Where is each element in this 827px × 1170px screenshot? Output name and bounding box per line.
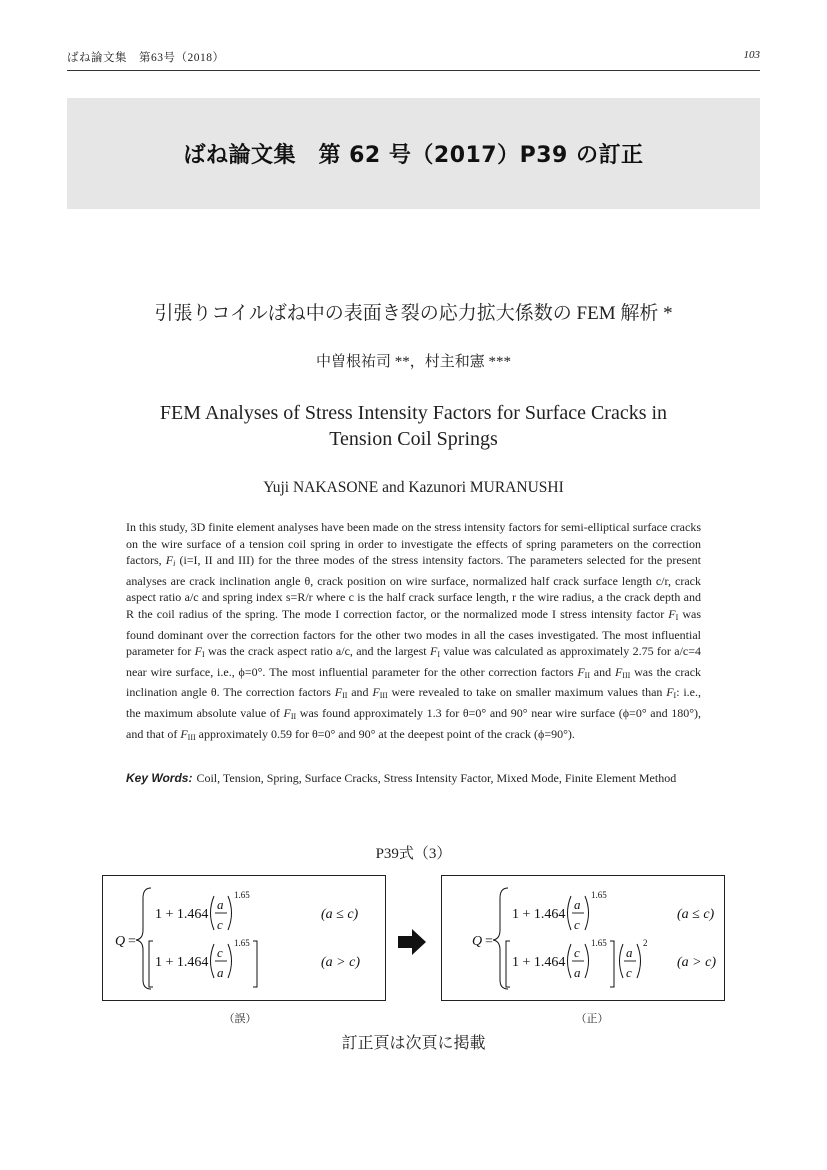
svg-text:c: c	[217, 917, 223, 932]
bracket-left	[149, 941, 153, 987]
eq-one-plus-2: 1 + 1.464	[155, 955, 209, 970]
paper-authors-jp: 中曽根祐司 **，村主和憲 ***	[315, 354, 511, 370]
svg-text:a: a	[217, 965, 224, 980]
paper-title-en	[0, 400, 827, 452]
paper-authors-en: Yuji NAKASONE and Kazunori MURANUSHI	[263, 479, 564, 496]
condition-2: (a > c)	[321, 955, 360, 970]
equation-box-wrong	[102, 875, 386, 1001]
label-wrong: （誤）	[223, 1013, 257, 1025]
eq-one-plus: 1 + 1.464	[155, 907, 209, 922]
svg-text:(a ≤ c): (a ≤ c)	[677, 907, 715, 922]
svg-text:Q: Q	[472, 934, 483, 949]
bracket-right	[253, 941, 257, 987]
running-header-journal: ばね論文集 第63号（2018）	[67, 52, 225, 64]
correction-banner	[67, 98, 760, 209]
keywords-label: Key Words:	[126, 771, 193, 785]
keywords	[126, 770, 701, 787]
svg-text:c: c	[574, 917, 580, 932]
svg-text:c: c	[217, 945, 223, 960]
paper-title-jp: 引張りコイルばね中の表面き裂の応力拡大係数の FEM 解析 *	[154, 303, 673, 324]
next-page-note: 訂正頁は次頁に掲載	[341, 1035, 486, 1052]
paren-right	[228, 896, 232, 930]
label-right: （正）	[575, 1013, 609, 1025]
svg-text:1 + 1.464: 1 + 1.464	[512, 907, 566, 922]
header-rule	[67, 70, 760, 71]
keywords-text: Coil, Tension, Spring, Surface Cracks, Stress Intensity Factor, Mixed Mode, Finite Element Method	[196, 771, 677, 785]
title-en-line2: Tension Coil Springs	[329, 428, 498, 450]
svg-text:1.65: 1.65	[591, 938, 607, 948]
svg-text:c: c	[626, 965, 632, 980]
svg-text:1 + 1.464: 1 + 1.464	[512, 955, 566, 970]
title-en-line1: FEM Analyses of Stress Intensity Factors for Surface Cracks in	[159, 402, 668, 424]
svg-text:a: a	[574, 897, 581, 912]
svg-text:1.65: 1.65	[591, 890, 607, 900]
svg-text:(a > c): (a > c)	[677, 955, 716, 970]
eq-equals: =	[128, 934, 136, 949]
svg-text:a: a	[626, 945, 633, 960]
abstract: In this study, 3D finite element analyses have been made on the stress intensity factors for semi-elliptical surface cracks on the wire surface of a tension coil spring in order to investigate the effects of spring parameters on the correction factors, $F_i$ (i=I, II and III) for the three modes of the stress intensity factors. The parameters selected for the present analyses are crack inclination angle θ, crack position on wire surface, normalized half crack surface length c/r, crack aspect ratio a/c and spring index s=R/r where c is the half crack surface length, r the wire radius, a the crack depth and R the coil radius of the spring. The mode I correction factor, or the normalized mode I stress intensity factor $F_I$ was found dominant over the correction factors for the other two modes in all the cases investigated. The most influential parameter for $F_I$ was the crack aspect ratio a/c, and the largest $F_I$ value was calculated as approximately 2.75 for a/c=4 near wire surface, i.e., ϕ=0°. The most influential parameter for the other correction factors $F_{II}$ and $F_{III}$ was the crack inclination angle θ. The correction factors $F_{II}$ and $F_{III}$ were revealed to take on smaller maximum values than $F_I$: i.e., the maximum absolute value of $F_{II}$ was found approximately 1.3 for θ=0° and 90° near wire surface (ϕ=0° and 180°), and that of $F_{III}$ approximately 0.59 for θ=0° and 90° at the deepest point of the crack (ϕ=90°).	[126, 520, 702, 742]
page-number: 103	[743, 49, 760, 61]
eq-q: Q	[115, 934, 126, 949]
paren-left	[211, 896, 215, 930]
condition-1: (a ≤ c)	[321, 907, 359, 922]
svg-text:a: a	[217, 897, 224, 912]
svg-text:1.65: 1.65	[234, 938, 250, 948]
arrow-right-icon	[397, 928, 427, 956]
svg-text:=: =	[485, 934, 493, 949]
svg-text:c: c	[574, 945, 580, 960]
banner-title: ばね論文集 第 62 号（2017）P39 の訂正	[183, 143, 644, 168]
svg-text:a: a	[574, 965, 581, 980]
svg-text:1.65: 1.65	[234, 890, 250, 900]
equation-caption: P39式（3）	[375, 846, 452, 862]
svg-text:2: 2	[643, 938, 648, 948]
equation-box-right	[441, 875, 725, 1001]
